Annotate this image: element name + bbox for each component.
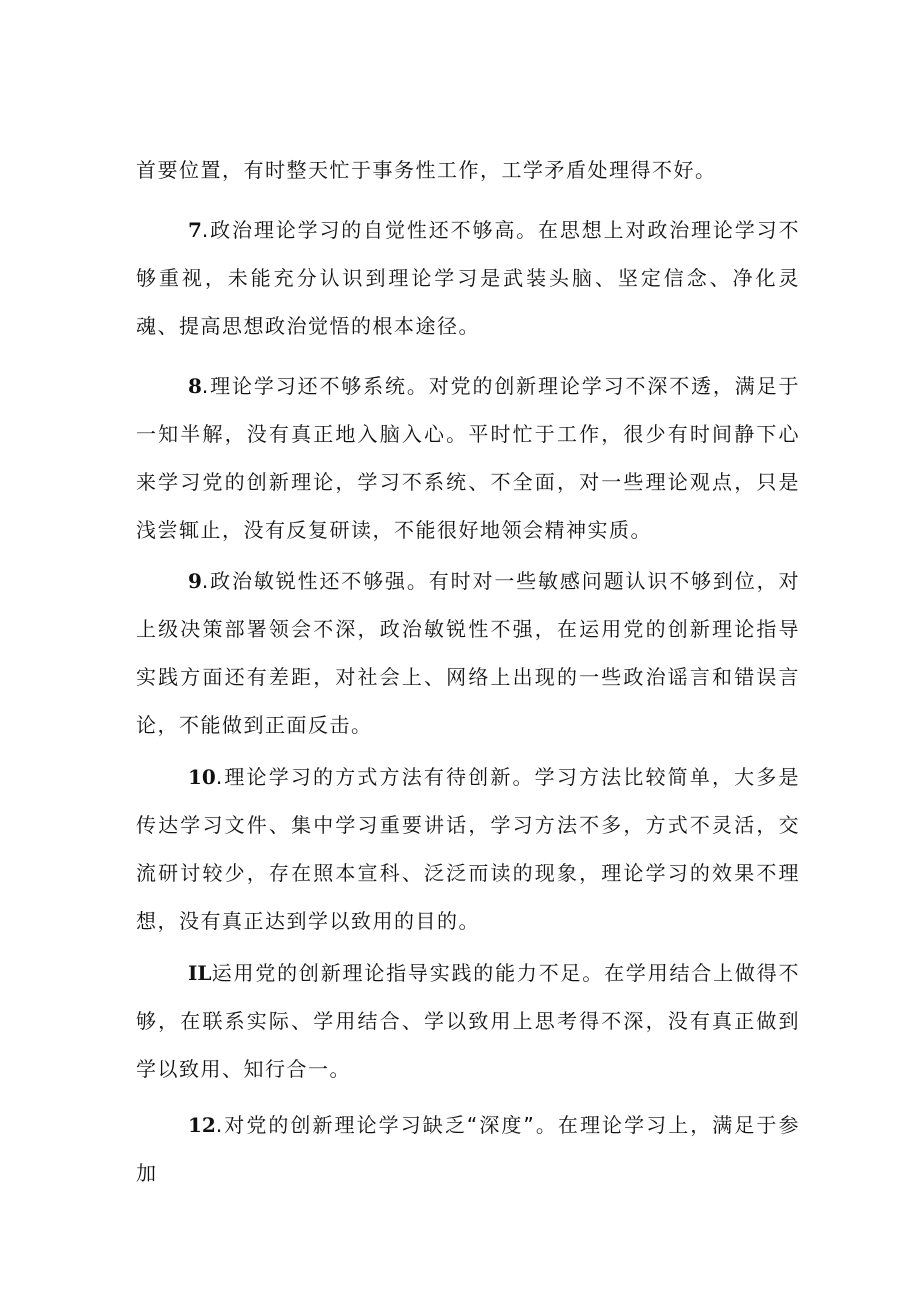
paragraph-text: .理论学习还不够系统。对党的创新理论学习不深不透，满足于一知半解，没有真正地入脑入心。平时忙于工作，很少有时间静下心来学习党的创新理论，学习不系统、不全面，对一些理论观点，只是浅尝辄止，没有反复研读，不能很好地领会精神实质。 xyxy=(136,374,800,542)
item-number: 12 xyxy=(188,1113,216,1137)
paragraph-text: .政治敏锐性还不够强。有时对一些敏感问题认识不够到位，对上级决策部署领会不深，政治敏锐性不强，在运用党的创新理论指导实践方面还有差距，对社会上、网络上出现的一些政治谣言和错误言论，不能做到正面反击。 xyxy=(136,569,800,737)
paragraph-text: .政治理论学习的自觉性还不够高。在思想上对政治理论学习不够重视，未能充分认识到理论学习是武装头脑、坚定信念、净化灵魂、提高思想政治觉悟的根本途径。 xyxy=(136,218,800,338)
paragraph-continuation xyxy=(136,146,800,194)
paragraph-item-9 xyxy=(136,557,800,749)
paragraph-item-7 xyxy=(136,206,800,350)
paragraph-text: .理论学习的方式方法有待创新。学习方法比较简单，大多是传达学习文件、集中学习重要讲话，学习方法不多，方式不灵活，交流研讨较少，存在照本宣科、泛泛而读的现象，理论学习的效果不理想，没有真正达到学以致用的目的。 xyxy=(136,765,800,933)
paragraph-text: 运用党的创新理论指导实践的能力不足。在学用结合上做得不够，在联系实际、学用结合、学以致用上思考得不深，没有真正做到学以致用、知行合一。 xyxy=(136,961,800,1081)
paragraph-item-11 xyxy=(136,949,800,1093)
paragraph-item-8 xyxy=(136,362,800,554)
paragraph-text: .对党的创新理论学习缺乏“深度”。在理论学习上，满足于参加 xyxy=(136,1113,800,1185)
item-number: 7 xyxy=(188,218,202,242)
item-number: 9 xyxy=(188,569,202,593)
paragraph-item-12 xyxy=(136,1101,800,1197)
item-number: 10 xyxy=(188,765,216,789)
paragraph-item-10 xyxy=(136,753,800,945)
item-number: 8 xyxy=(188,374,202,398)
paragraph-text: 首要位置，有时整天忙于事务性工作，工学矛盾处理得不好。 xyxy=(136,158,717,182)
item-number: IL xyxy=(188,961,212,985)
